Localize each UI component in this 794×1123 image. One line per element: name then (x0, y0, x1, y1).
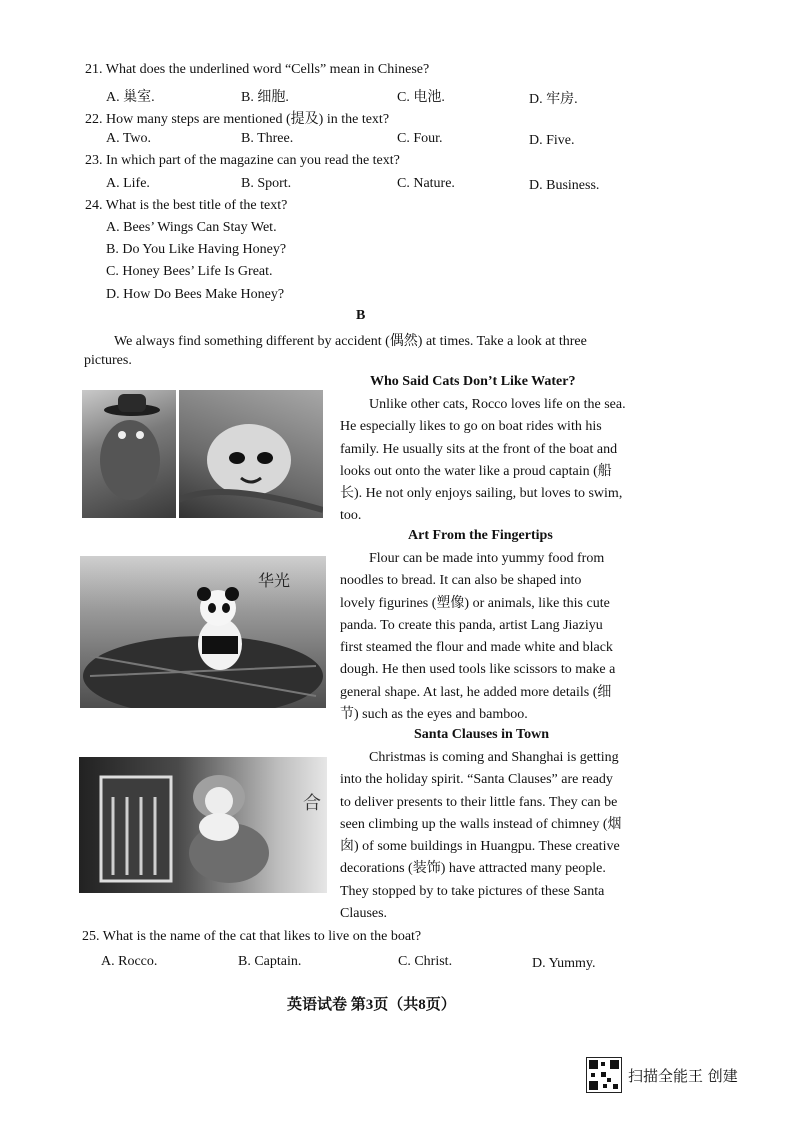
q25-option-b: B. Captain. (238, 954, 302, 969)
q22-option-b: B. Three. (241, 131, 294, 146)
article-1-line: 长). He not only enjoys sailing, but loves to swim, (340, 486, 623, 502)
question-25-stem: 25. What is the name of the cat that likes to live on the boat? (82, 929, 422, 944)
article-3-line: 囱) of some buildings in Huangpu. These creative (340, 839, 620, 855)
article-3-line: Christmas is coming and Shanghai is getting (369, 750, 619, 765)
article-2-line: general shape. At last, he added more details (细 (340, 684, 612, 700)
q24-option-d: D. How Do Bees Make Honey? (106, 287, 285, 302)
article-2-line: panda. To create this panda, artist Lang Jiaziyu (340, 617, 603, 633)
panda-photo (80, 556, 326, 708)
cat-silhouette-icon (82, 390, 176, 518)
q24-option-a: A. Bees’ Wings Can Stay Wet. (106, 220, 277, 235)
q21-option-b: B. 细胞. (241, 90, 289, 105)
q22-option-c: C. Four. (397, 131, 443, 146)
question-21-stem: 21. What does the underlined word “Cells” mean in Chinese? (85, 62, 430, 77)
cat-swimming-icon (179, 390, 323, 518)
qr-code-icon (586, 1057, 622, 1093)
article-3-line: decorations (装饰) have attracted many people. (340, 861, 606, 877)
cat-photo-right (179, 390, 323, 518)
article-2-line: 节) such as the eyes and bamboo. (340, 707, 528, 723)
santa-photo (79, 757, 327, 893)
svg-text:合: 合 (303, 793, 321, 814)
section-b-label: B (356, 308, 366, 323)
article-2-line: dough. He then used tools like scissors to make a (340, 662, 616, 678)
q21-option-c: C. 电池. (397, 90, 445, 105)
article-3-body (340, 747, 644, 925)
article-2-title: Art From the Fingertips (408, 528, 553, 543)
q22-option-a: A. Two. (106, 131, 152, 146)
page-footer: 英语试卷 第3页（共8页） (287, 997, 456, 1013)
article-1-title: Who Said Cats Don’t Like Water? (370, 374, 576, 389)
q25-option-a: A. Rocco. (101, 954, 158, 969)
article-1-line: He especially likes to go on boat rides with his (340, 419, 602, 435)
scanner-watermark: 扫描全能王 创建 (628, 1067, 738, 1085)
question-22-stem: 22. How many steps are mentioned (提及) in the text? (85, 112, 390, 127)
q23-option-a: A. Life. (106, 176, 150, 191)
article-2-line: Flour can be made into yummy food from (369, 551, 605, 566)
section-b-intro-cont: pictures. (84, 353, 132, 368)
cat-photo-left (82, 390, 176, 518)
q23-option-c: C. Nature. (397, 176, 455, 191)
article-1-line: too. (340, 508, 362, 524)
article-3-line: They stopped by to take pictures of these Santa (340, 883, 605, 899)
q23-option-b: B. Sport. (241, 176, 292, 191)
article-2-line: first steamed the flour and made white and black (340, 640, 613, 656)
article-3-line: seen climbing up the walls instead of chimney (烟 (340, 816, 622, 832)
question-23-stem: 23. In which part of the magazine can you read the text? (85, 153, 400, 168)
santa-on-wall-icon (79, 757, 327, 893)
q24-option-c: C. Honey Bees’ Life Is Great. (106, 264, 273, 279)
section-b-intro: We always find something different by accident (偶然) at times. Take a look at three (114, 334, 587, 349)
q21-option-d: D. 牢房. (529, 92, 578, 107)
article-3-line: to deliver presents to their little fans. They can be (340, 794, 618, 810)
article-3-line: Clauses. (340, 906, 388, 922)
article-1-line: looks out onto the water like a proud captain (船 (340, 463, 612, 479)
q21-option-a: A. 巢室. (106, 90, 155, 105)
q24-option-b: B. Do You Like Having Honey? (106, 242, 287, 257)
article-1-line: Unlike other cats, Rocco loves life on the sea. (369, 397, 626, 412)
article-3-title: Santa Clauses in Town (414, 727, 550, 742)
svg-text:华光: 华光 (258, 571, 291, 590)
article-2-line: lovely figurines (塑像) or animals, like this cute (340, 595, 610, 611)
q22-option-d: D. Five. (529, 133, 575, 148)
article-1-line: family. He usually sits at the front of the boat and (340, 441, 618, 457)
article-3-line: into the holiday spirit. “Santa Clauses” are ready (340, 772, 613, 788)
article-2-line: noodles to bread. It can also be shaped into (340, 573, 582, 589)
question-24-stem: 24. What is the best title of the text? (85, 198, 288, 213)
q25-option-d: D. Yummy. (532, 956, 596, 971)
article-1-body (340, 394, 644, 528)
article-2-body (340, 548, 644, 726)
panda-figurine-icon (80, 556, 326, 708)
q23-option-d: D. Business. (529, 178, 600, 193)
q25-option-c: C. Christ. (398, 954, 453, 969)
